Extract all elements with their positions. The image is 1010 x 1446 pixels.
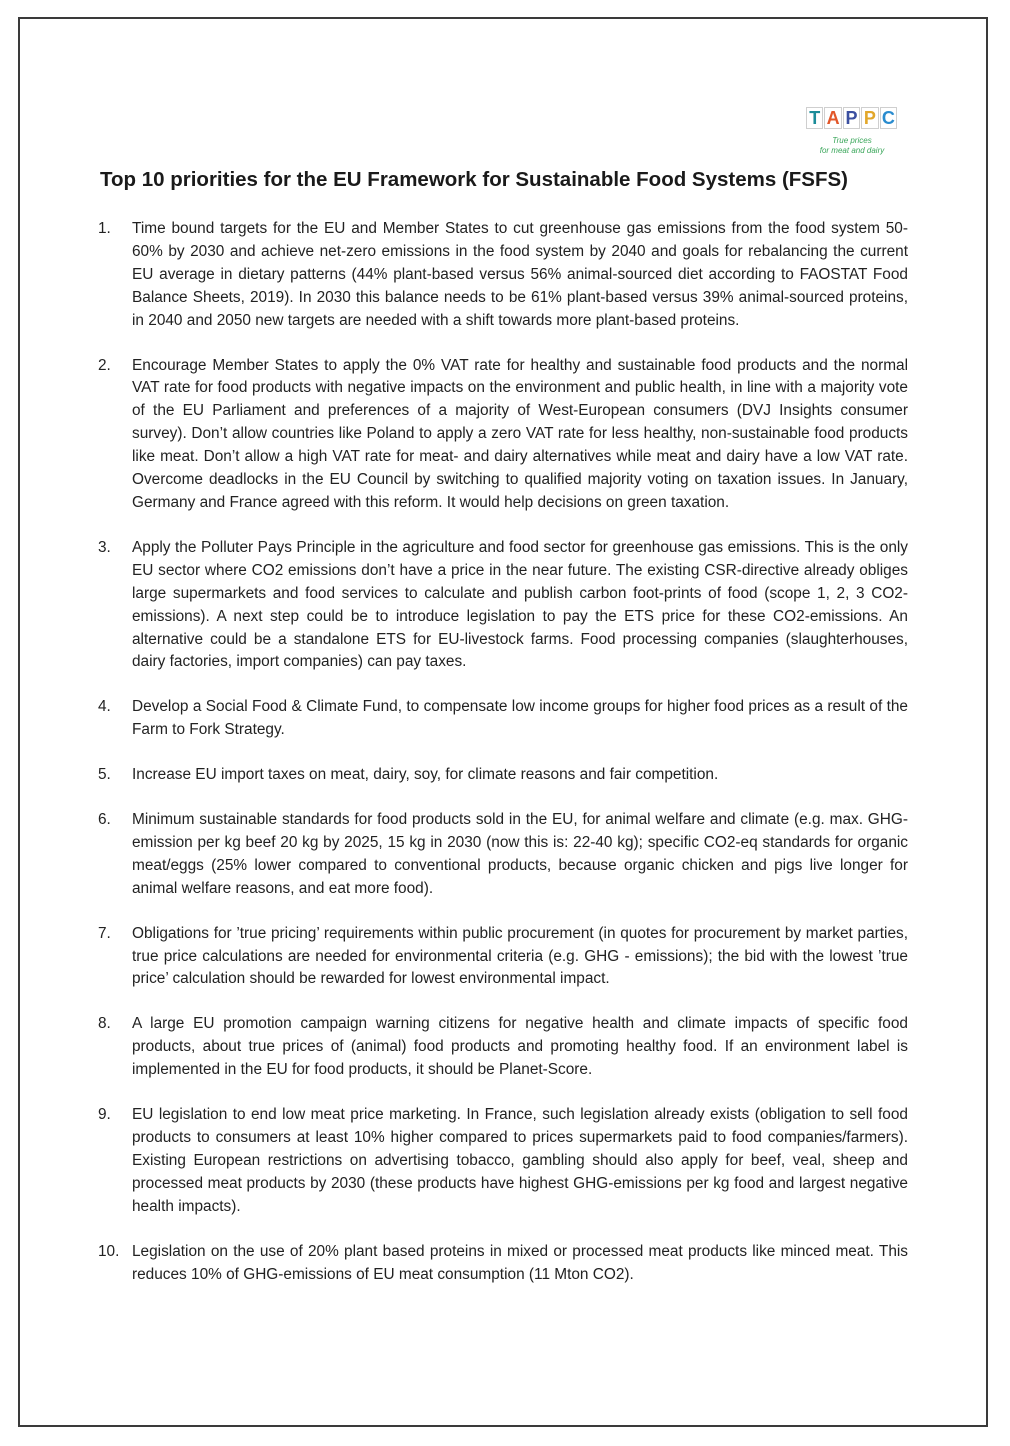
priority-number: 4. [98, 698, 111, 716]
logo-letters [806, 107, 898, 129]
priority-number: 10. [98, 1242, 120, 1260]
priority-number: 1. [98, 220, 111, 237]
logo-tagline-line2: for meat and dairy [819, 146, 885, 155]
priority-number: 5. [98, 766, 111, 784]
priority-text: Encourage Member States to apply the 0% VAT rate for healthy and sustainable food products and the normal VAT rate for food products with negative impacts on the environment and public health, in line with a majority vote of the EU Parliament and preferences of a majority of West-European consumers (DVJ Insights consumer survey). Don’t allow countries like Poland to apply a zero VAT rate for less healthy, non-sustainable food products like meat. Don’t allow a high VAT rate for meat- and dairy alternatives while meat and dairy have a low VAT rate. Overcome deadlocks in the EU Council by switching to qualified majority voting on taxation issues. In January, Germany and France agreed with this reform. It would help decisions on green taxation. [132, 356, 908, 511]
logo-letter-1: T [806, 107, 823, 129]
logo-letter-3: P [843, 107, 860, 129]
logo-letter-5: C [880, 107, 897, 129]
priority-item-6 [98, 809, 908, 901]
priority-text: A large EU promotion campaign warning citizens for negative health and climate impacts of specific food products, about true prices of (animal) food products and promoting healthy food. If an environment label is implemented in the EU for food products, it should be Planet-Score. [132, 1015, 908, 1079]
priority-item-1 [98, 218, 908, 333]
priorities-list [98, 218, 908, 1286]
priority-text: Increase EU import taxes on meat, dairy, soy, for climate reasons and fair competition. [132, 766, 719, 784]
tappc-logo [806, 107, 898, 159]
logo-letter-4: P [861, 107, 878, 129]
priority-text: Develop a Social Food & Climate Fund, to compensate low income groups for higher food prices as a result of the Farm to Fork Strategy. [132, 698, 908, 739]
priority-item-7 [98, 923, 908, 992]
priority-number: 3. [98, 538, 111, 556]
priority-text: Time bound targets for the EU and Member States to cut greenhouse gas emissions from the food system 50-60% by 2030 and achieve net-zero emissions in the food system by 2040 and goals for rebalancing the current EU average in dietary patterns (44% plant-based versus 56% animal-sourced diet according to FAOSTAT Food Balance Sheets, 2019). In 2030 this balance needs to be 61% plant-based versus 39% animal-sourced proteins, in 2040 and 2050 new targets are needed with a shift towards more plant-based proteins. [132, 220, 908, 329]
logo-tagline [806, 136, 898, 156]
priority-number: 2. [98, 356, 111, 374]
priority-item-8 [98, 1013, 908, 1082]
priority-text: Legislation on the use of 20% plant based proteins in mixed or processed meat products like minced meat. This reduces 10% of GHG-emissions of EU meat consumption (11 Mton CO2). [132, 1242, 908, 1283]
priority-item-10 [98, 1241, 908, 1287]
priority-text: EU legislation to end low meat price marketing. In France, such legislation already exists (obligation to sell food products to consumers at least 10% higher compared to prices supermarkets paid to food companies/farmers). Existing European restrictions on advertising tobacco, gambling should also apply for beef, veal, sheep and processed meat products by 2030 (these products have highest GHG-emissions per kg food and largest negative health impacts). [132, 1106, 908, 1215]
priority-item-9 [98, 1104, 908, 1219]
priority-number: 8. [98, 1015, 111, 1033]
priority-number: 9. [98, 1106, 111, 1124]
page-title: Top 10 priorities for the EU Framework for Sustainable Food Systems (FSFS) [100, 168, 848, 191]
logo-subline [806, 130, 898, 134]
logo-tagline-line1: True prices [832, 136, 872, 145]
priority-item-5 [98, 764, 908, 787]
priority-text: Minimum sustainable standards for food products sold in the EU, for animal welfare and climate (e.g. max. GHG-emission per kg beef 20 kg by 2025, 15 kg in 2030 (now this is: 22-40 kg); specific CO2-eq standards for organic meat/eggs (25% lower compared to conventional products, because organic chicken and pigs live longer for animal welfare reasons, and eat more food). [132, 811, 908, 897]
priority-item-3 [98, 537, 908, 674]
priority-number: 7. [98, 924, 111, 942]
priority-number: 6. [98, 811, 111, 829]
priority-item-4 [98, 696, 908, 742]
priority-item-2 [98, 355, 908, 515]
priority-text: Obligations for ’true pricing’ requirements within public procurement (in quotes for procurement by market parties, true price calculations are needed for environmental criteria (e.g. GHG - emissions); the bid with the lowest ’true price’ calculation should be rewarded for lowest environmental impact. [132, 924, 908, 988]
priority-text: Apply the Polluter Pays Principle in the agriculture and food sector for greenhouse gas emissions. This is the only EU sector where CO2 emissions don’t have a price in the near future. The existing CSR-directive already obliges large supermarkets and food services to calculate and publish carbon foot-prints of food (scope 1, 2, 3 CO2-emissions). A next step could be to introduce legislation to pay the ETS price for these CO2-emissions. An alternative could be a standalone ETS for EU-livestock farms. Food processing companies (slaughterhouses, dairy factories, import companies) can pay taxes. [132, 538, 908, 671]
logo-letter-2: A [824, 107, 841, 129]
